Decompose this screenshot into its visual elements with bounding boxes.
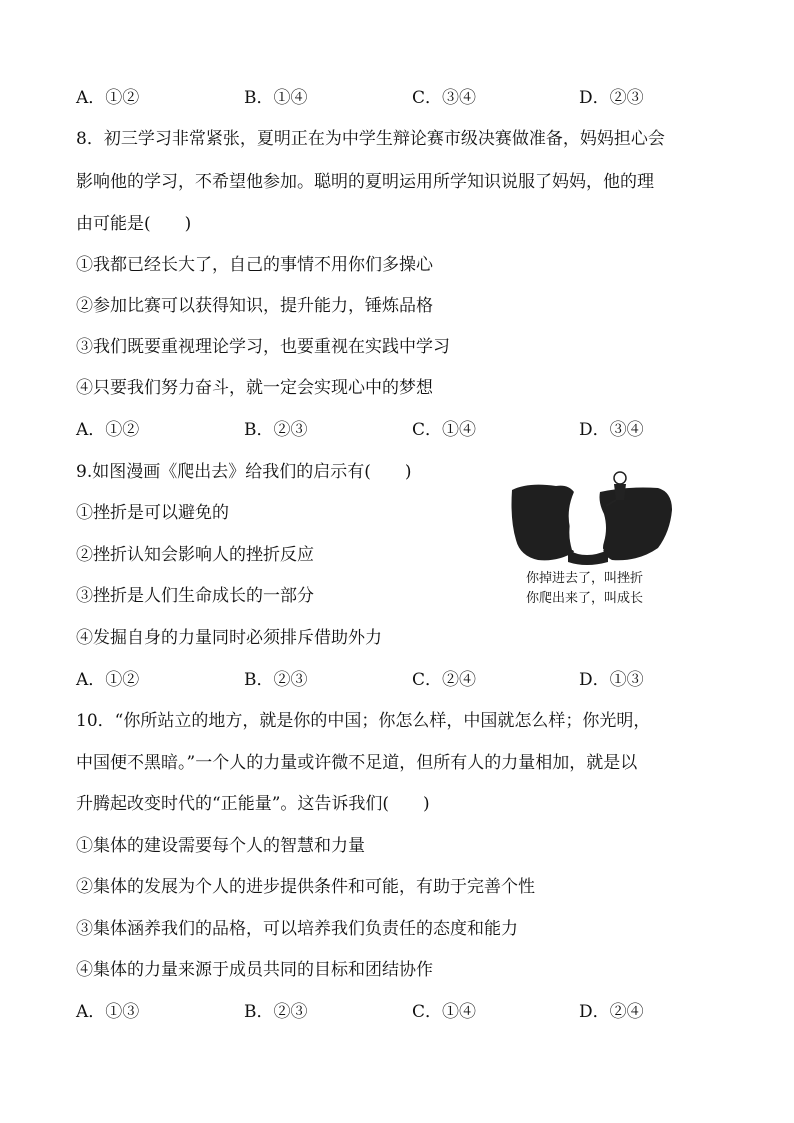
q7-options [76, 86, 716, 110]
q8-stem-line-1: 8．初三学习非常紧张，夏明正在为中学生辩论赛市级决赛做准备，妈妈担心会 [76, 129, 665, 149]
q9-option-d: D．①③ [579, 670, 644, 690]
pit-illustration [508, 470, 676, 570]
q10-stem-line-3: 升腾起改变时代的“正能量”。这告诉我们( ) [76, 794, 430, 814]
q10-stem-line-2: 中国便不黑暗。”一个人的力量或许微不足道，但所有人的力量相加，就是以 [76, 753, 638, 773]
q8-stem-line-2: 影响他的学习，不希望他参加。聪明的夏明运用所学知识说服了妈妈，他的理 [76, 172, 654, 192]
q8-item-2: ②参加比赛可以获得知识，提升能力，锤炼品格 [76, 296, 433, 316]
q8-option-c: C．①④ [412, 420, 477, 440]
q10-item-3: ③集体涵养我们的品格，可以培养我们负责任的态度和能力 [76, 919, 518, 939]
q7-option-d: D．②③ [579, 88, 644, 108]
q9-stem: 9.如图漫画《爬出去》给我们的启示有( ) [76, 462, 412, 482]
q10-item-4: ④集体的力量来源于成员共同的目标和团结协作 [76, 960, 433, 980]
q8-item-4: ④只要我们努力奋斗，就一定会实现心中的梦想 [76, 378, 433, 398]
q8-option-a: A．①② [76, 420, 140, 440]
q9-item-1: ①挫折是可以避免的 [76, 503, 229, 523]
q10-option-a: A．①③ [76, 1002, 140, 1022]
q10-options [76, 1000, 716, 1024]
q8-option-b: B．②③ [244, 420, 308, 440]
q8-option-d: D．③④ [579, 420, 644, 440]
q7-option-b: B．①④ [244, 88, 308, 108]
q10-option-b: B．②③ [244, 1002, 308, 1022]
q10-item-2: ②集体的发展为个人的进步提供条件和可能，有助于完善个性 [76, 877, 535, 897]
q9-option-c: C．②④ [412, 670, 477, 690]
q8-options [76, 418, 716, 442]
q8-item-1: ①我都已经长大了，自己的事情不用你们多操心 [76, 255, 433, 275]
q10-option-c: C．①④ [412, 1002, 477, 1022]
q10-stem-line-1: 10．“你所站立的地方，就是你的中国；你怎么样，中国就怎么样；你光明， [76, 711, 651, 731]
cartoon-caption-line-2: 你爬出来了，叫成长 [526, 591, 644, 606]
q8-stem-line-3: 由可能是( ) [76, 214, 192, 234]
cartoon-climb-out [508, 470, 676, 620]
q10-option-d: D．②④ [579, 1002, 644, 1022]
q9-option-a: A．①② [76, 670, 140, 690]
q9-item-4: ④发掘自身的力量同时必须排斥借助外力 [76, 628, 382, 648]
q10-item-1: ①集体的建设需要每个人的智慧和力量 [76, 836, 365, 856]
q7-option-a: A．①② [76, 88, 140, 108]
q9-item-3: ③挫折是人们生命成长的一部分 [76, 586, 314, 606]
q7-option-c: C．③④ [412, 88, 477, 108]
q9-item-2: ②挫折认知会影响人的挫折反应 [76, 545, 314, 565]
q8-item-3: ③我们既要重视理论学习，也要重视在实践中学习 [76, 337, 450, 357]
q9-options [76, 668, 716, 692]
q9-option-b: B．②③ [244, 670, 308, 690]
cartoon-caption-line-1: 你掉进去了，叫挫折 [526, 571, 644, 586]
